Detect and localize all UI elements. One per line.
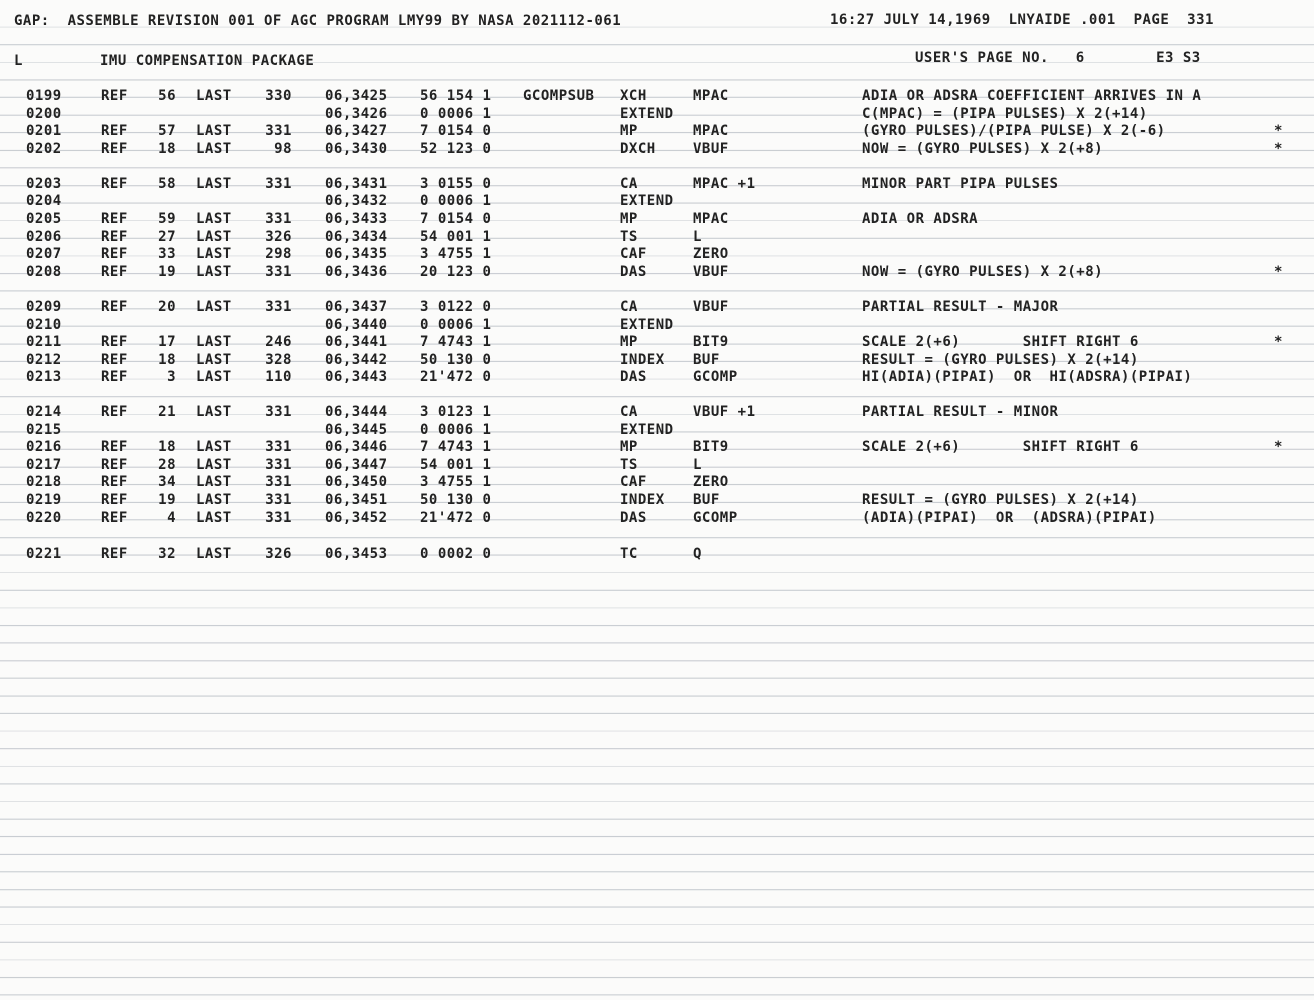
object-code: 3 0122 0 [420, 299, 492, 315]
address: 06,3437 [325, 299, 388, 315]
address: 06,3432 [325, 193, 388, 209]
ref-label: REF [101, 546, 128, 562]
line-number: 0203 [26, 176, 62, 192]
ref-label: REF [101, 141, 128, 157]
comment: MINOR PART PIPA PULSES [862, 176, 1059, 192]
line-number: 0211 [26, 334, 62, 350]
address: 06,3442 [325, 352, 388, 368]
comment: RESULT = (GYRO PULSES) X 2(+14) [862, 352, 1139, 368]
line-number: 0200 [26, 106, 62, 122]
object-code: 3 4755 1 [420, 246, 492, 262]
opcode: CAF [620, 474, 647, 490]
address: 06,3444 [325, 404, 388, 420]
listing-row [0, 317, 1314, 335]
address: 06,3434 [325, 229, 388, 245]
operand: MPAC +1 [693, 176, 756, 192]
comment: PARTIAL RESULT - MAJOR [862, 299, 1059, 315]
opcode: TS [620, 229, 638, 245]
last-label: LAST [196, 246, 232, 262]
change-mark: * [1274, 264, 1283, 280]
comment: ADIA OR ADSRA [862, 211, 979, 227]
change-mark: * [1274, 141, 1283, 157]
ref-label: REF [101, 88, 128, 104]
object-code: 7 0154 0 [420, 123, 492, 139]
ref-label: REF [101, 510, 128, 526]
object-code: 0 0006 1 [420, 106, 492, 122]
operand: BUF [693, 492, 720, 508]
address: 06,3431 [325, 176, 388, 192]
last-page: 331 [265, 299, 292, 315]
ref-count: 57 [158, 123, 176, 139]
listing-row [0, 352, 1314, 370]
address: 06,3446 [325, 439, 388, 455]
opcode: CA [620, 176, 638, 192]
opcode: MP [620, 439, 638, 455]
ref-label: REF [101, 264, 128, 280]
ref-count: 34 [158, 474, 176, 490]
operand: VBUF [693, 299, 729, 315]
line-number: 0204 [26, 193, 62, 209]
object-code: 7 4743 1 [420, 439, 492, 455]
last-label: LAST [196, 369, 232, 385]
opcode: DAS [620, 369, 647, 385]
operand: MPAC [693, 88, 729, 104]
line-number: 0206 [26, 229, 62, 245]
comment: RESULT = (GYRO PULSES) X 2(+14) [862, 492, 1139, 508]
change-mark: * [1274, 123, 1283, 139]
last-page: 331 [265, 404, 292, 420]
operand: L [693, 457, 702, 473]
address: 06,3435 [325, 246, 388, 262]
line-number: 0207 [26, 246, 62, 262]
ref-label: REF [101, 474, 128, 490]
opcode: DAS [620, 510, 647, 526]
listing-row [0, 176, 1314, 194]
listing-row [0, 264, 1314, 282]
last-label: LAST [196, 299, 232, 315]
comment: SCALE 2(+6) SHIFT RIGHT 6 [862, 334, 1139, 350]
listing-marker: L [14, 53, 23, 69]
address: 06,3447 [325, 457, 388, 473]
operand: VBUF +1 [693, 404, 756, 420]
object-code: 50 130 0 [420, 492, 492, 508]
last-page: 331 [265, 474, 292, 490]
object-code: 7 4743 1 [420, 334, 492, 350]
ref-count: 4 [167, 510, 176, 526]
last-label: LAST [196, 457, 232, 473]
last-page: 331 [265, 211, 292, 227]
address: 06,3436 [325, 264, 388, 280]
ref-label: REF [101, 299, 128, 315]
operand: VBUF [693, 141, 729, 157]
opcode: INDEX [620, 492, 665, 508]
object-code: 54 001 1 [420, 457, 492, 473]
last-page: 326 [265, 229, 292, 245]
listing-row [0, 474, 1314, 492]
ref-count: 59 [158, 211, 176, 227]
ref-label: REF [101, 176, 128, 192]
listing-row [0, 229, 1314, 247]
last-label: LAST [196, 404, 232, 420]
ref-count: 58 [158, 176, 176, 192]
operand: MPAC [693, 123, 729, 139]
ref-count: 18 [158, 439, 176, 455]
opcode: XCH [620, 88, 647, 104]
last-page: 98 [274, 141, 292, 157]
ref-label: REF [101, 352, 128, 368]
opcode: EXTEND [620, 193, 674, 209]
line-number: 0219 [26, 492, 62, 508]
comment: C(MPAC) = (PIPA PULSES) X 2(+14) [862, 106, 1148, 122]
opcode: DXCH [620, 141, 656, 157]
operand: ZERO [693, 474, 729, 490]
listing-row [0, 369, 1314, 387]
last-label: LAST [196, 474, 232, 490]
line-number: 0201 [26, 123, 62, 139]
address: 06,3443 [325, 369, 388, 385]
ref-label: REF [101, 229, 128, 245]
object-code: 52 123 0 [420, 141, 492, 157]
listing-row [0, 334, 1314, 352]
ref-count: 19 [158, 492, 176, 508]
opcode: MP [620, 123, 638, 139]
ref-count: 19 [158, 264, 176, 280]
line-number: 0210 [26, 317, 62, 333]
object-code: 0 0006 1 [420, 317, 492, 333]
ref-label: REF [101, 492, 128, 508]
last-label: LAST [196, 264, 232, 280]
last-page: 246 [265, 334, 292, 350]
address: 06,3445 [325, 422, 388, 438]
comment: ADIA OR ADSRA COEFFICIENT ARRIVES IN A [862, 88, 1202, 104]
address: 06,3450 [325, 474, 388, 490]
ref-count: 20 [158, 299, 176, 315]
last-page: 298 [265, 246, 292, 262]
operand: ZERO [693, 246, 729, 262]
ref-count: 21 [158, 404, 176, 420]
object-code: 3 4755 1 [420, 474, 492, 490]
last-label: LAST [196, 88, 232, 104]
ref-count: 17 [158, 334, 176, 350]
comment: PARTIAL RESULT - MINOR [862, 404, 1059, 420]
opcode: EXTEND [620, 106, 674, 122]
listing-row [0, 106, 1314, 124]
operand: BUF [693, 352, 720, 368]
date-page-header: 16:27 JULY 14,1969 LNYAIDE .001 PAGE 331 [830, 12, 1214, 28]
last-page: 328 [265, 352, 292, 368]
listing-row [0, 492, 1314, 510]
last-page: 331 [265, 176, 292, 192]
listing-row [0, 211, 1314, 229]
last-label: LAST [196, 123, 232, 139]
object-code: 7 0154 0 [420, 211, 492, 227]
opcode: DAS [620, 264, 647, 280]
object-code: 54 001 1 [420, 229, 492, 245]
comment: NOW = (GYRO PULSES) X 2(+8) [862, 264, 1104, 280]
opcode: CAF [620, 246, 647, 262]
line-number: 0215 [26, 422, 62, 438]
object-code: 21'472 0 [420, 369, 492, 385]
opcode: TC [620, 546, 638, 562]
ref-count: 27 [158, 229, 176, 245]
address: 06,3453 [325, 546, 388, 562]
last-label: LAST [196, 211, 232, 227]
listing-row [0, 404, 1314, 422]
opcode: MP [620, 334, 638, 350]
last-page: 331 [265, 457, 292, 473]
operand: GCOMP [693, 510, 738, 526]
ref-label: REF [101, 123, 128, 139]
ref-count: 32 [158, 546, 176, 562]
line-number: 0218 [26, 474, 62, 490]
listing-row [0, 457, 1314, 475]
last-label: LAST [196, 176, 232, 192]
address: 06,3452 [325, 510, 388, 526]
listing-row [0, 246, 1314, 264]
line-number: 0205 [26, 211, 62, 227]
line-number: 0208 [26, 264, 62, 280]
comment: (GYRO PULSES)/(PIPA PULSE) X 2(-6) [862, 123, 1166, 139]
line-number: 0214 [26, 404, 62, 420]
address: 06,3451 [325, 492, 388, 508]
last-label: LAST [196, 352, 232, 368]
ref-label: REF [101, 439, 128, 455]
object-code: 50 130 0 [420, 352, 492, 368]
last-label: LAST [196, 546, 232, 562]
last-label: LAST [196, 439, 232, 455]
last-label: LAST [196, 141, 232, 157]
last-page: 331 [265, 510, 292, 526]
line-number: 0202 [26, 141, 62, 157]
last-page: 331 [265, 123, 292, 139]
address: 06,3425 [325, 88, 388, 104]
opcode: MP [620, 211, 638, 227]
listing-row [0, 299, 1314, 317]
object-code: 3 0155 0 [420, 176, 492, 192]
address: 06,3433 [325, 211, 388, 227]
object-code: 56 154 1 [420, 88, 492, 104]
ref-count: 28 [158, 457, 176, 473]
ref-count: 56 [158, 88, 176, 104]
object-code: 0 0006 1 [420, 193, 492, 209]
object-code: 0 0002 0 [420, 546, 492, 562]
operand: MPAC [693, 211, 729, 227]
line-number: 0221 [26, 546, 62, 562]
opcode: INDEX [620, 352, 665, 368]
package-title: IMU COMPENSATION PACKAGE [100, 53, 315, 69]
operand: Q [693, 546, 702, 562]
operand: L [693, 229, 702, 245]
line-number: 0213 [26, 369, 62, 385]
last-label: LAST [196, 492, 232, 508]
address: 06,3430 [325, 141, 388, 157]
object-code: 20 123 0 [420, 264, 492, 280]
comment: NOW = (GYRO PULSES) X 2(+8) [862, 141, 1104, 157]
address: 06,3427 [325, 123, 388, 139]
object-code: 3 0123 1 [420, 404, 492, 420]
last-label: LAST [196, 334, 232, 350]
object-code: 0 0006 1 [420, 422, 492, 438]
ref-label: REF [101, 457, 128, 473]
comment: SCALE 2(+6) SHIFT RIGHT 6 [862, 439, 1139, 455]
listing-row [0, 510, 1314, 528]
ref-label: REF [101, 404, 128, 420]
ref-label: REF [101, 246, 128, 262]
address: 06,3440 [325, 317, 388, 333]
last-label: LAST [196, 229, 232, 245]
opcode: TS [620, 457, 638, 473]
line-number: 0209 [26, 299, 62, 315]
last-page: 110 [265, 369, 292, 385]
line-number: 0199 [26, 88, 62, 104]
listing-row [0, 141, 1314, 159]
change-mark: * [1274, 439, 1283, 455]
opcode: EXTEND [620, 317, 674, 333]
ref-count: 18 [158, 352, 176, 368]
listing-row [0, 88, 1314, 106]
line-number: 0217 [26, 457, 62, 473]
last-page: 331 [265, 439, 292, 455]
operand: BIT9 [693, 439, 729, 455]
listing-row [0, 439, 1314, 457]
object-code: 21'472 0 [420, 510, 492, 526]
operand: GCOMP [693, 369, 738, 385]
change-mark: * [1274, 334, 1283, 350]
comment: (ADIA)(PIPAI) OR (ADSRA)(PIPAI) [862, 510, 1157, 526]
assembly-header: GAP: ASSEMBLE REVISION 001 OF AGC PROGRAM LMY99 BY NASA 2021112-061 [14, 13, 622, 29]
last-page: 331 [265, 492, 292, 508]
line-number: 0212 [26, 352, 62, 368]
listing-row [0, 422, 1314, 440]
listing-row [0, 123, 1314, 141]
line-number: 0220 [26, 510, 62, 526]
last-page: 326 [265, 546, 292, 562]
line-number: 0216 [26, 439, 62, 455]
opcode: EXTEND [620, 422, 674, 438]
ref-count: 18 [158, 141, 176, 157]
address: 06,3441 [325, 334, 388, 350]
comment: HI(ADIA)(PIPAI) OR HI(ADSRA)(PIPAI) [862, 369, 1193, 385]
operand: VBUF [693, 264, 729, 280]
opcode: CA [620, 404, 638, 420]
opcode: CA [620, 299, 638, 315]
user-page-number: USER'S PAGE NO. 6 E3 S3 [915, 50, 1201, 66]
listing-row [0, 193, 1314, 211]
ref-count: 3 [167, 369, 176, 385]
last-page: 331 [265, 264, 292, 280]
address: 06,3426 [325, 106, 388, 122]
ref-label: REF [101, 211, 128, 227]
last-label: LAST [196, 510, 232, 526]
operand: BIT9 [693, 334, 729, 350]
ref-count: 33 [158, 246, 176, 262]
listing-row [0, 546, 1314, 564]
ref-label: REF [101, 369, 128, 385]
last-page: 330 [265, 88, 292, 104]
ref-label: REF [101, 334, 128, 350]
symbol-label: GCOMPSUB [523, 88, 595, 104]
